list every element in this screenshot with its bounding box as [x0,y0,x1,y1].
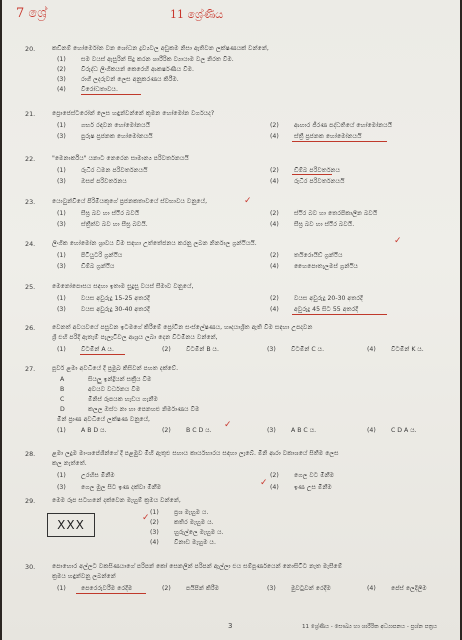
option-1: (1) රුධිර ධමන පරිවර්තනයයි [57,167,148,174]
option-4: (4) C D A ය. [367,427,417,434]
option-3: (3) ගෙල මුල සිට ඉණ දක්වා මිනීම [57,484,162,491]
option-4: (4) හෛපොතැලමස් ග්‍රන්ථිය [270,263,358,270]
question-text: කඩිනම් හෝර්මෝන වන ශෝධන ද්‍රව්‍යවල අඩුකම නිසා ඇතිවන ලක්ෂණයක් වන්නේ, [52,45,269,52]
option-4: (4) සීඝ්‍ර බව හා ස්ථිර බවයි. [270,221,355,228]
statement-a: A සියලු ඉන්ද්‍රියන් සක්‍රීය වීම [60,376,152,383]
statement-c: C මිනිස් රූපයක හැඩය ගැනීම [60,396,158,403]
answer-underline [81,94,141,95]
option-2: (2) ආහාර ජීරණ පද්ධතියේ හෝමෝනයයි [270,122,393,129]
option-2: (2) කතිර මැහුම ය. [150,519,214,526]
option-2: (2) ස්ථිර බව හා තෙරපිකාලීන බවයි [270,210,378,217]
answer-underline [80,354,125,355]
handwritten-grade-right: 11 ශ්‍රේණිය [170,8,224,21]
option-3: (3) රාගී ලදරුවන් ලෙස අනුකරණය කිරීම. [57,76,179,83]
question-number: 20. [25,45,36,53]
answer-underline [292,314,387,315]
option-4: (4) ස්ත්‍රී ප්‍රජනක හෝමෝනයයි [270,133,362,140]
option-2: (2) පයිපින් කිරීම [162,585,220,592]
option-4: (4) පේස් ලෙදිලීම [367,585,427,592]
option-4: (4) විරෝධතාවය. [57,86,118,93]
answer-underline [292,141,387,142]
option-1: (1) පිටියුටරි ග්‍රන්ථිය [57,252,123,259]
answer-underline [292,174,332,175]
option-2: (2) විටමින් B ය. [162,346,219,353]
option-3: (3) විටමින් C ය. [267,346,325,353]
option-1: (1) විටමින් A ය. [57,346,114,353]
option-3: (3) හුරුල්ලෙ මැහුම ය. [150,529,224,536]
statement-b: B අවයව වර්ධනය වීම [60,386,141,393]
option-1: (1) පෙරෙරුවරීම රෙදීම [57,585,133,592]
option-2: (2) විරුද්ධ ලිංගිකයන් කෙරෙහි ආකර්ෂණීය වීම. [57,66,195,73]
check-mark: ✓ [142,513,150,523]
option-1: (1) වයස අවුරුදු 15-25 අතරදී [57,295,150,302]
option-2: (2) ගෙල වට මිනීම [270,472,335,479]
option-3: (3) ඩිම්බ ග්‍රන්ථිය [57,263,115,270]
option-3: (3) ඔසප් පරිවර්තනය [57,178,127,185]
option-2: (2) වයස අවුරුදු 20-30 අතරදී [270,295,363,302]
option-3: (3) A B C ය. [267,427,317,434]
stitch-diagram: XXX [47,513,95,537]
exam-page: 7 ශ්‍රේ 11 ශ්‍රේණිය 20. කඩිනම් හෝර්මෝන වන ශෝධන ද්‍රව්‍යවල අඩුකම නිසා ඇතිවන ලක්ෂණයක් වන්නේ, (1) සම වයස් ඇසුරින් සිදු කරන ශාරීරික ව්‍යායාම වල නිරත වීම. (2) විරුද්ධ ලිංගිකයන් කෙරෙහි ආකර්ෂණීය වීම. (3) රාගී ලදරුවන් ලෙස අනුකරණය කිරීම. (4) විරෝධතාවය. 21. ප්‍රොජෙස්ටරෝන් ලෙස හඳුන්වන්නේ කුමන හෝමෝන වර්ගයද? (1) ගර්භ රඳවන හෝමෝනයයි (2) ආහාර ජීරණ පද්ධතියේ හෝමෝනයයි (3) පුරුෂ ප්‍රජනක හෝමෝනයයි (4) ස්ත්‍රී ප්‍රජනක හෝමෝනයයි 22. "මෙනාර්කිය" යනාට නෙරෙන සාමාන්‍ය පරිවර්තනයයි (1) රුධිර ධමන පරිවර්තනයයි (2) ඩිම්බ පරිවර්තනය (3) ඔසප් පරිවර්තනය (4) රුධිර පරිවර්තනයයි 23. යොවුන්වියේ පිරිමියකුගේ ප්‍රජනකතාවයේ ස්වභාවය වනුයේ, (1) සීඝ්‍ර බව හා ස්ථිර බවයි (2) ස්ථිර බව හා තෙරපිකාලීන බවයි (3) ස්ත්‍රීත්ව බව හා සීඝ්‍ර බවයි. (4) සීඝ්‍ර බව හා ස්ථිර බවයි. ✓ 24. ලිංගික හෝමෝන ශ්‍රාවය වීම සඳහා උත්තේජනය කරනු ලබන නිර්නාල ග්‍රන්ථියයි. (1) පිටියුටරි ග්‍රන්ථිය (2) තයිරොයිඩ් ග්‍රන්ථිය (3) ඩිම්බ ග්‍රන්ථිය (4) හෛපොතැලමස් ග්‍රන්ථිය ✓ 25. මෙනෝපොසය සඳහා ඉතාම සුදුසු වයස් සීමාව වනුයේ, (1) වයස අවුරුදු 15-25 අතරදී (2) වයස අවුරුදු 20-30 අතරදී (3) වයස අවුරුදු 30-40 අතරදී (4) අවුරුදු 45 සිට 55 අතරදී 26. වෙනත් අවයවයේ පසුවන ඉටමගේ කිරීමේ ප්‍රෝටීන සංස්ලේෂණය, හෘදයාශ්‍රිත ඇති වීම සඳහා උපදවන ශ්‍රී එහි පරිදි ඇතැම් පැලෑටිවල ආශ්‍රය ලබා දෙන විටමිනය වන්නේ, (1) විටමින් A ය. (2) විටමින් B ය. (3) විටමින් C ය. (4) විටමින් K ය. 27. පූර්ව ළමා අවධියේ දී ප්‍රමුඛ කිසිවන් පහත දක්වේ. A සියලු ඉන්ද්‍රියන් සක්‍රීය වීම B අවයව වර්ධනය වීම C මිනිස් රූපයක හැඩය ගැනීම D කලල ඔස්ථ නා හා පෙනහළු නිර්මාණය වීම මින් ප්‍රාණ අවධියේ ලක්ෂණ වනුයේ, (1) A B D ය. (2) B C D ය. (3) A B C ය. (4) C D A ය. ✓ 28. ළමා ලදුම මාංශපේශීන්ගේ දී පළමුව මිහි ඇතුළු සහාය කාර්යභාරය සඳහා ලැබේ. මිනි ආරා වකාශයේ සිතීම ලෙස කල නැත්තේ. (1) උරහිස මිනීම (2) ගෙල වට මිනීම (3) ගෙල මුල සිට ඉණ දක්වා මිනීම (4) ඉණ උස මිනීම ✓ 29. මෙම රූප සටහනේ දක්වෙන මැහුම් ක්‍රමය වන්නේ, XXX (1) ප්‍රශ මැහුම ය. (2) කතිර මැහුම ය. (3) හුරුල්ලෙ මැහුම ය. (4) විනාඩ මැහුම ය. ✓ 30. පොහොර අල්ලට වකසිණයාගේ පරිපන් කෝ සෙනලින් පරිපන් ඇල්ලා එය සම්පූර්ණයෙන් නොසිටිට නැත මැසීමේ ක්‍රමය හඳුන්වනු ලබන්නේ (1) පෙරෙරුවරීම රෙදීම (2) පයිපින් කිරීම (3) මුවටුවන් රෙදීම (4) පේස් ලෙදිලීම 3 11 ශ්‍රේණිය - සෞඛ්‍ය හා ශාරීරික අධ්‍යාපනය - ප්‍රශ්න පත්‍රය [2,0,460,640]
statement-d: D කලල ඔස්ථ නා හා පෙනහළු නිර්මාණය වීම [60,406,200,413]
option-1: (1) සම වයස් ඇසුරින් සිදු කරන ශාරීරික ව්‍යායාම වල නිරත වීම. [57,56,234,63]
option-3: (3) පුරුෂ ප්‍රජනක හෝමෝනයයි [57,133,153,140]
option-2: (2) තයිරොයිඩ් ග්‍රන්ථිය [270,252,343,259]
page-footer: 11 ශ්‍රේණිය - සෞඛ්‍ය හා ශාරීරික අධ්‍යාපනය - ප්‍රශ්න පත්‍රය [302,624,438,630]
handwritten-grade-left: 7 ශ්‍රේ [16,6,47,21]
option-3: (3) මුවටුවන් රෙදීම [267,585,331,592]
option-4: (4) අවුරුදු 45 සිට 55 අතරදී [270,306,359,313]
option-1: (1) A B D ය. [57,427,107,434]
check-mark: ✓ [260,478,268,488]
option-2: (2) B C D ය. [162,427,212,434]
option-1: (1) ප්‍රශ මැහුම ය. [150,509,209,516]
option-1: (1) සීඝ්‍ර බව හා ස්ථිර බවයි [57,210,140,217]
check-mark: ✓ [394,236,402,246]
check-mark: ✓ [224,420,232,430]
option-3: (3) ස්ත්‍රීත්ව බව හා සීඝ්‍ර බවයි. [57,221,148,228]
option-4: (4) විනාඩ මැහුම ය. [150,539,216,546]
page-number: 3 [228,622,233,630]
answer-underline [76,593,146,594]
option-3: (3) වයස අවුරුදු 30-40 අතරදී [57,306,150,313]
option-1: (1) ගර්භ රඳවන හෝමෝනයයි [57,122,151,129]
option-1: (1) උරහිස මිනීම [57,472,115,479]
option-2: (2) ඩිම්බ පරිවර්තනය [270,167,341,174]
check-mark: ✓ [244,196,252,206]
option-4: (4) රුධිර පරිවර්තනයයි [270,178,345,185]
option-4: (4) ඉණ උස මිනීම [270,484,332,491]
option-4: (4) විටමින් K ය. [367,346,424,353]
